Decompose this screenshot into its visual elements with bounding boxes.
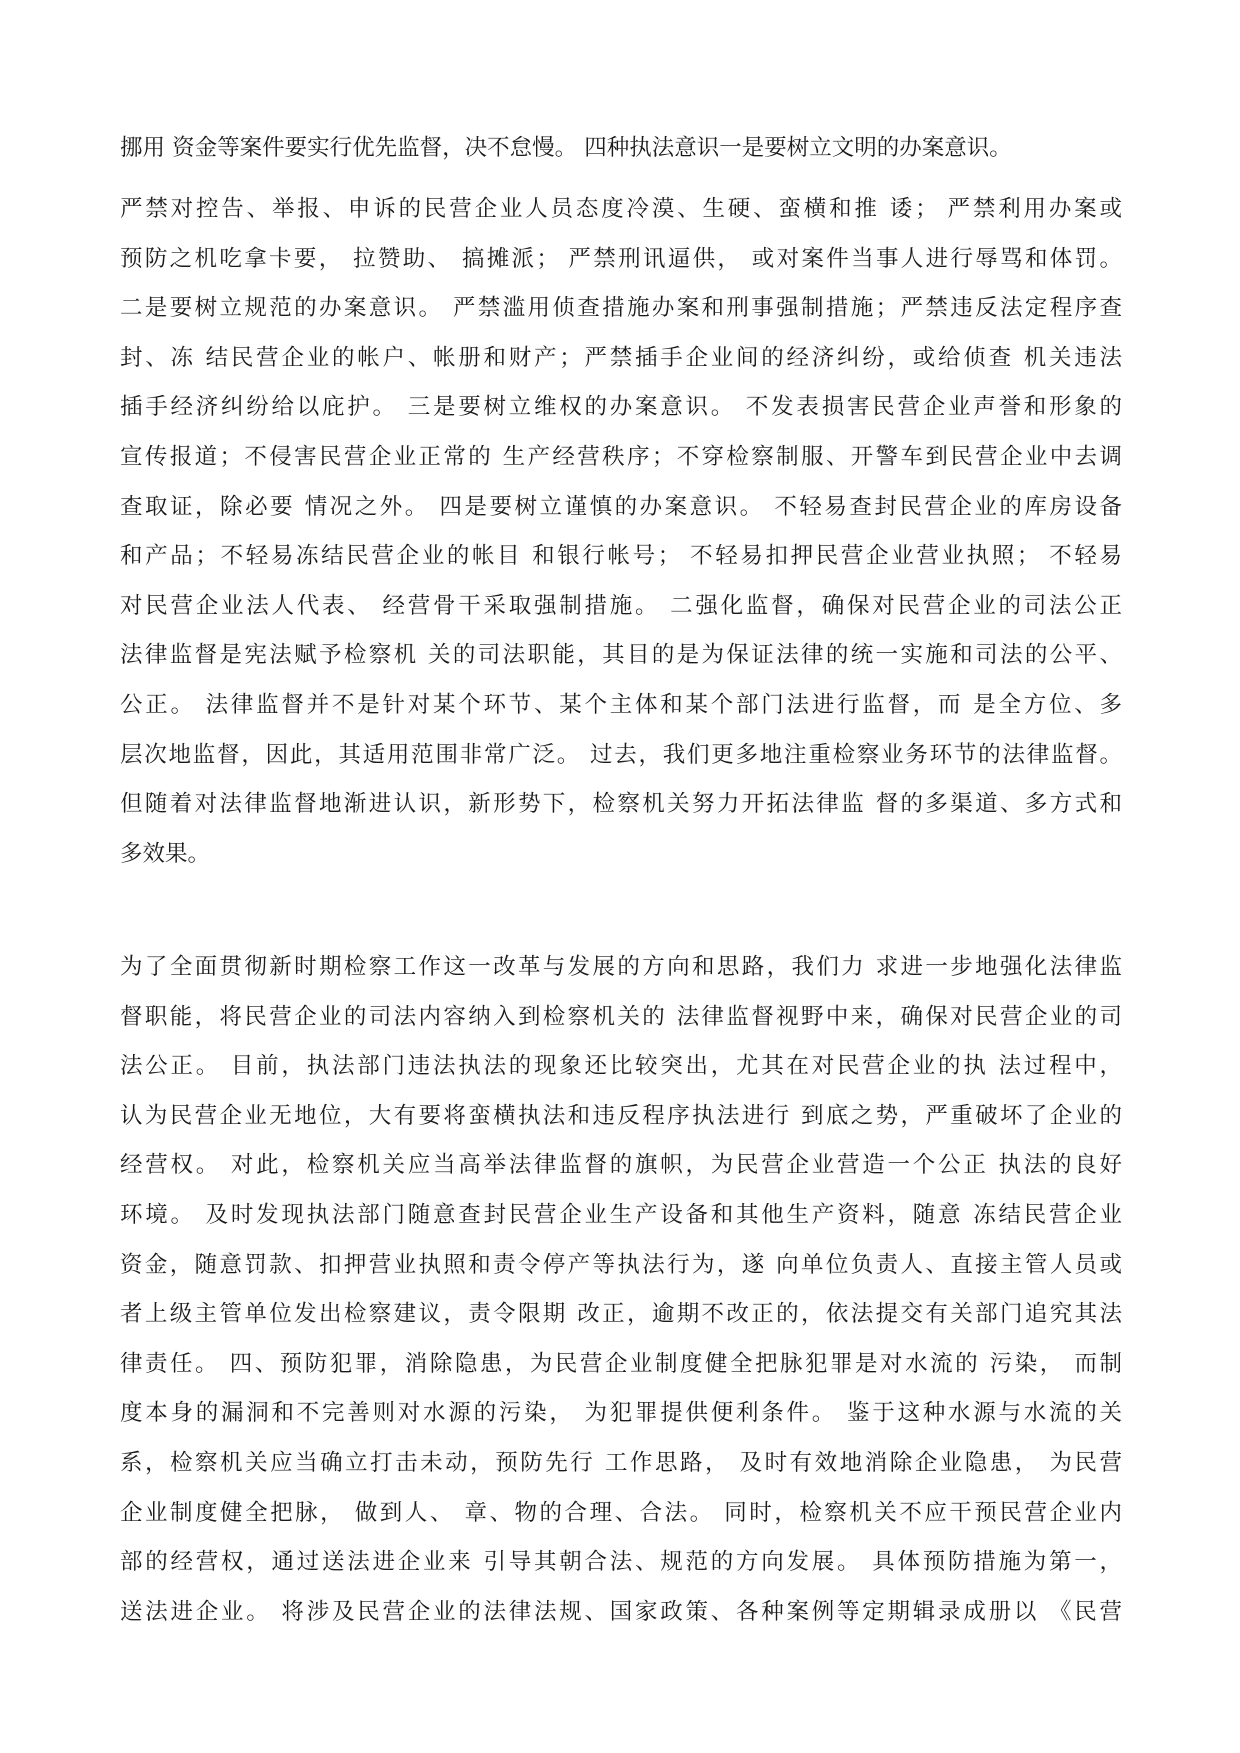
paragraph-2 <box>120 185 1122 879</box>
text-line: 法公正。 目前，执法部门违法执法的现象还比较突出，尤其在对民营企业的执 法过程中， <box>120 1053 1122 1080</box>
text-line: 查取证，除必要 情况之外。 四是要树立谨慎的办案意识。 不轻易查封民营企业的库房设备 <box>120 493 1122 520</box>
text-line: 严禁对控告、举报、申诉的民营企业人员态度冷漠、生硬、蛮横和推 诿； 严禁利用办案或 <box>120 196 1122 222</box>
text-line: 和产品；不轻易冻结民营企业的帐目 和银行帐号； 不轻易扣押民营企业营业执照； 不轻易 <box>120 543 1122 570</box>
text-line: 对民营企业法人代表、 经营骨干采取强制措施。 二强化监督，确保对民营企业的司法公正 <box>120 592 1122 619</box>
text-line: 部的经营权，通过送法进企业来 引导其朝合法、规范的方向发展。 具体预防措施为第一， <box>120 1549 1122 1576</box>
text-line: 多效果。 <box>120 840 211 867</box>
text-line: 度本身的漏洞和不完善则对水源的污染， 为犯罪提供便利条件。 鉴于这种水源与水流的关 <box>120 1400 1122 1427</box>
text-line: 封、冻 结民营企业的帐户、帐册和财产；严禁插手企业间的经济纠纷，或给侦查 机关违法 <box>120 344 1122 371</box>
text-line: 插手经济纠纷给以庇护。 三是要树立维权的办案意识。 不发表损害民营企业声誉和形象的 <box>120 394 1122 421</box>
text-line: 但随着对法律监督地渐进认识，新形势下，检察机关努力开拓法律监 督的多渠道、多方式和 <box>120 791 1122 818</box>
text-line: 法律监督是宪法赋予检察机 关的司法职能，其目的是为保证法律的统一实施和司法的公平、 <box>120 642 1122 669</box>
text-line: 二是要树立规范的办案意识。 严禁滥用侦查措施办案和刑事强制措施；严禁违反法定程序查 <box>120 295 1122 322</box>
text-line: 挪用 资金等案件要实行优先监督，决不怠慢。 四种执法意识一是要树立文明的办案意识。 <box>120 135 1012 161</box>
paragraph-3 <box>120 943 1122 1637</box>
text-line: 认为民营企业无地位，大有要将蛮横执法和违反程序执法进行 到底之势，严重破坏了企业的 <box>120 1102 1122 1129</box>
paragraph-1 <box>120 124 1122 174</box>
text-line: 经营权。 对此，检察机关应当高举法律监督的旗帜，为民营企业营造一个公正 执法的良好 <box>120 1152 1122 1179</box>
text-line: 预防之机吃拿卡要， 拉赞助、 搞摊派； 严禁刑讯逼供， 或对案件当事人进行辱骂和体罚。 <box>120 245 1122 272</box>
text-line: 公正。 法律监督并不是针对某个环节、某个主体和某个部门法进行监督，而 是全方位、多 <box>120 691 1122 718</box>
text-line: 为了全面贯彻新时期检察工作这一改革与发展的方向和思路，我们力 求进一步地强化法律监 <box>120 954 1122 980</box>
text-line: 宣传报道；不侵害民营企业正常的 生产经营秩序；不穿检察制服、开警车到民营企业中去调 <box>120 443 1122 470</box>
text-line: 督职能，将民营企业的司法内容纳入到检察机关的 法律监督视野中来，确保对民营企业的司 <box>120 1003 1122 1030</box>
text-line: 系，检察机关应当确立打击未动，预防先行 工作思路， 及时有效地消除企业隐患， 为民营 <box>120 1449 1122 1476</box>
text-line: 环境。 及时发现执法部门随意查封民营企业生产设备和其他生产资料，随意 冻结民营企业 <box>120 1201 1122 1228</box>
text-line: 者上级主管单位发出检察建议，责令限期 改正，逾期不改正的，依法提交有关部门追究其法 <box>120 1301 1122 1328</box>
text-line: 律责任。 四、预防犯罪，消除隐患，为民营企业制度健全把脉犯罪是对水流的 污染， 而制 <box>120 1350 1122 1377</box>
text-line: 送法进企业。 将涉及民营企业的法律法规、国家政策、各种案例等定期辑录成册以 《民营 <box>120 1598 1122 1625</box>
text-line: 资金，随意罚款、扣押营业执照和责令停产等执法行为，遂 向单位负责人、直接主管人员或 <box>120 1251 1122 1278</box>
text-line: 层次地监督，因此，其适用范围非常广泛。 过去，我们更多地注重检察业务环节的法律监督。 <box>120 741 1122 768</box>
text-line: 企业制度健全把脉， 做到人、 章、物的合理、合法。 同时，检察机关不应干预民营企业内 <box>120 1499 1122 1526</box>
